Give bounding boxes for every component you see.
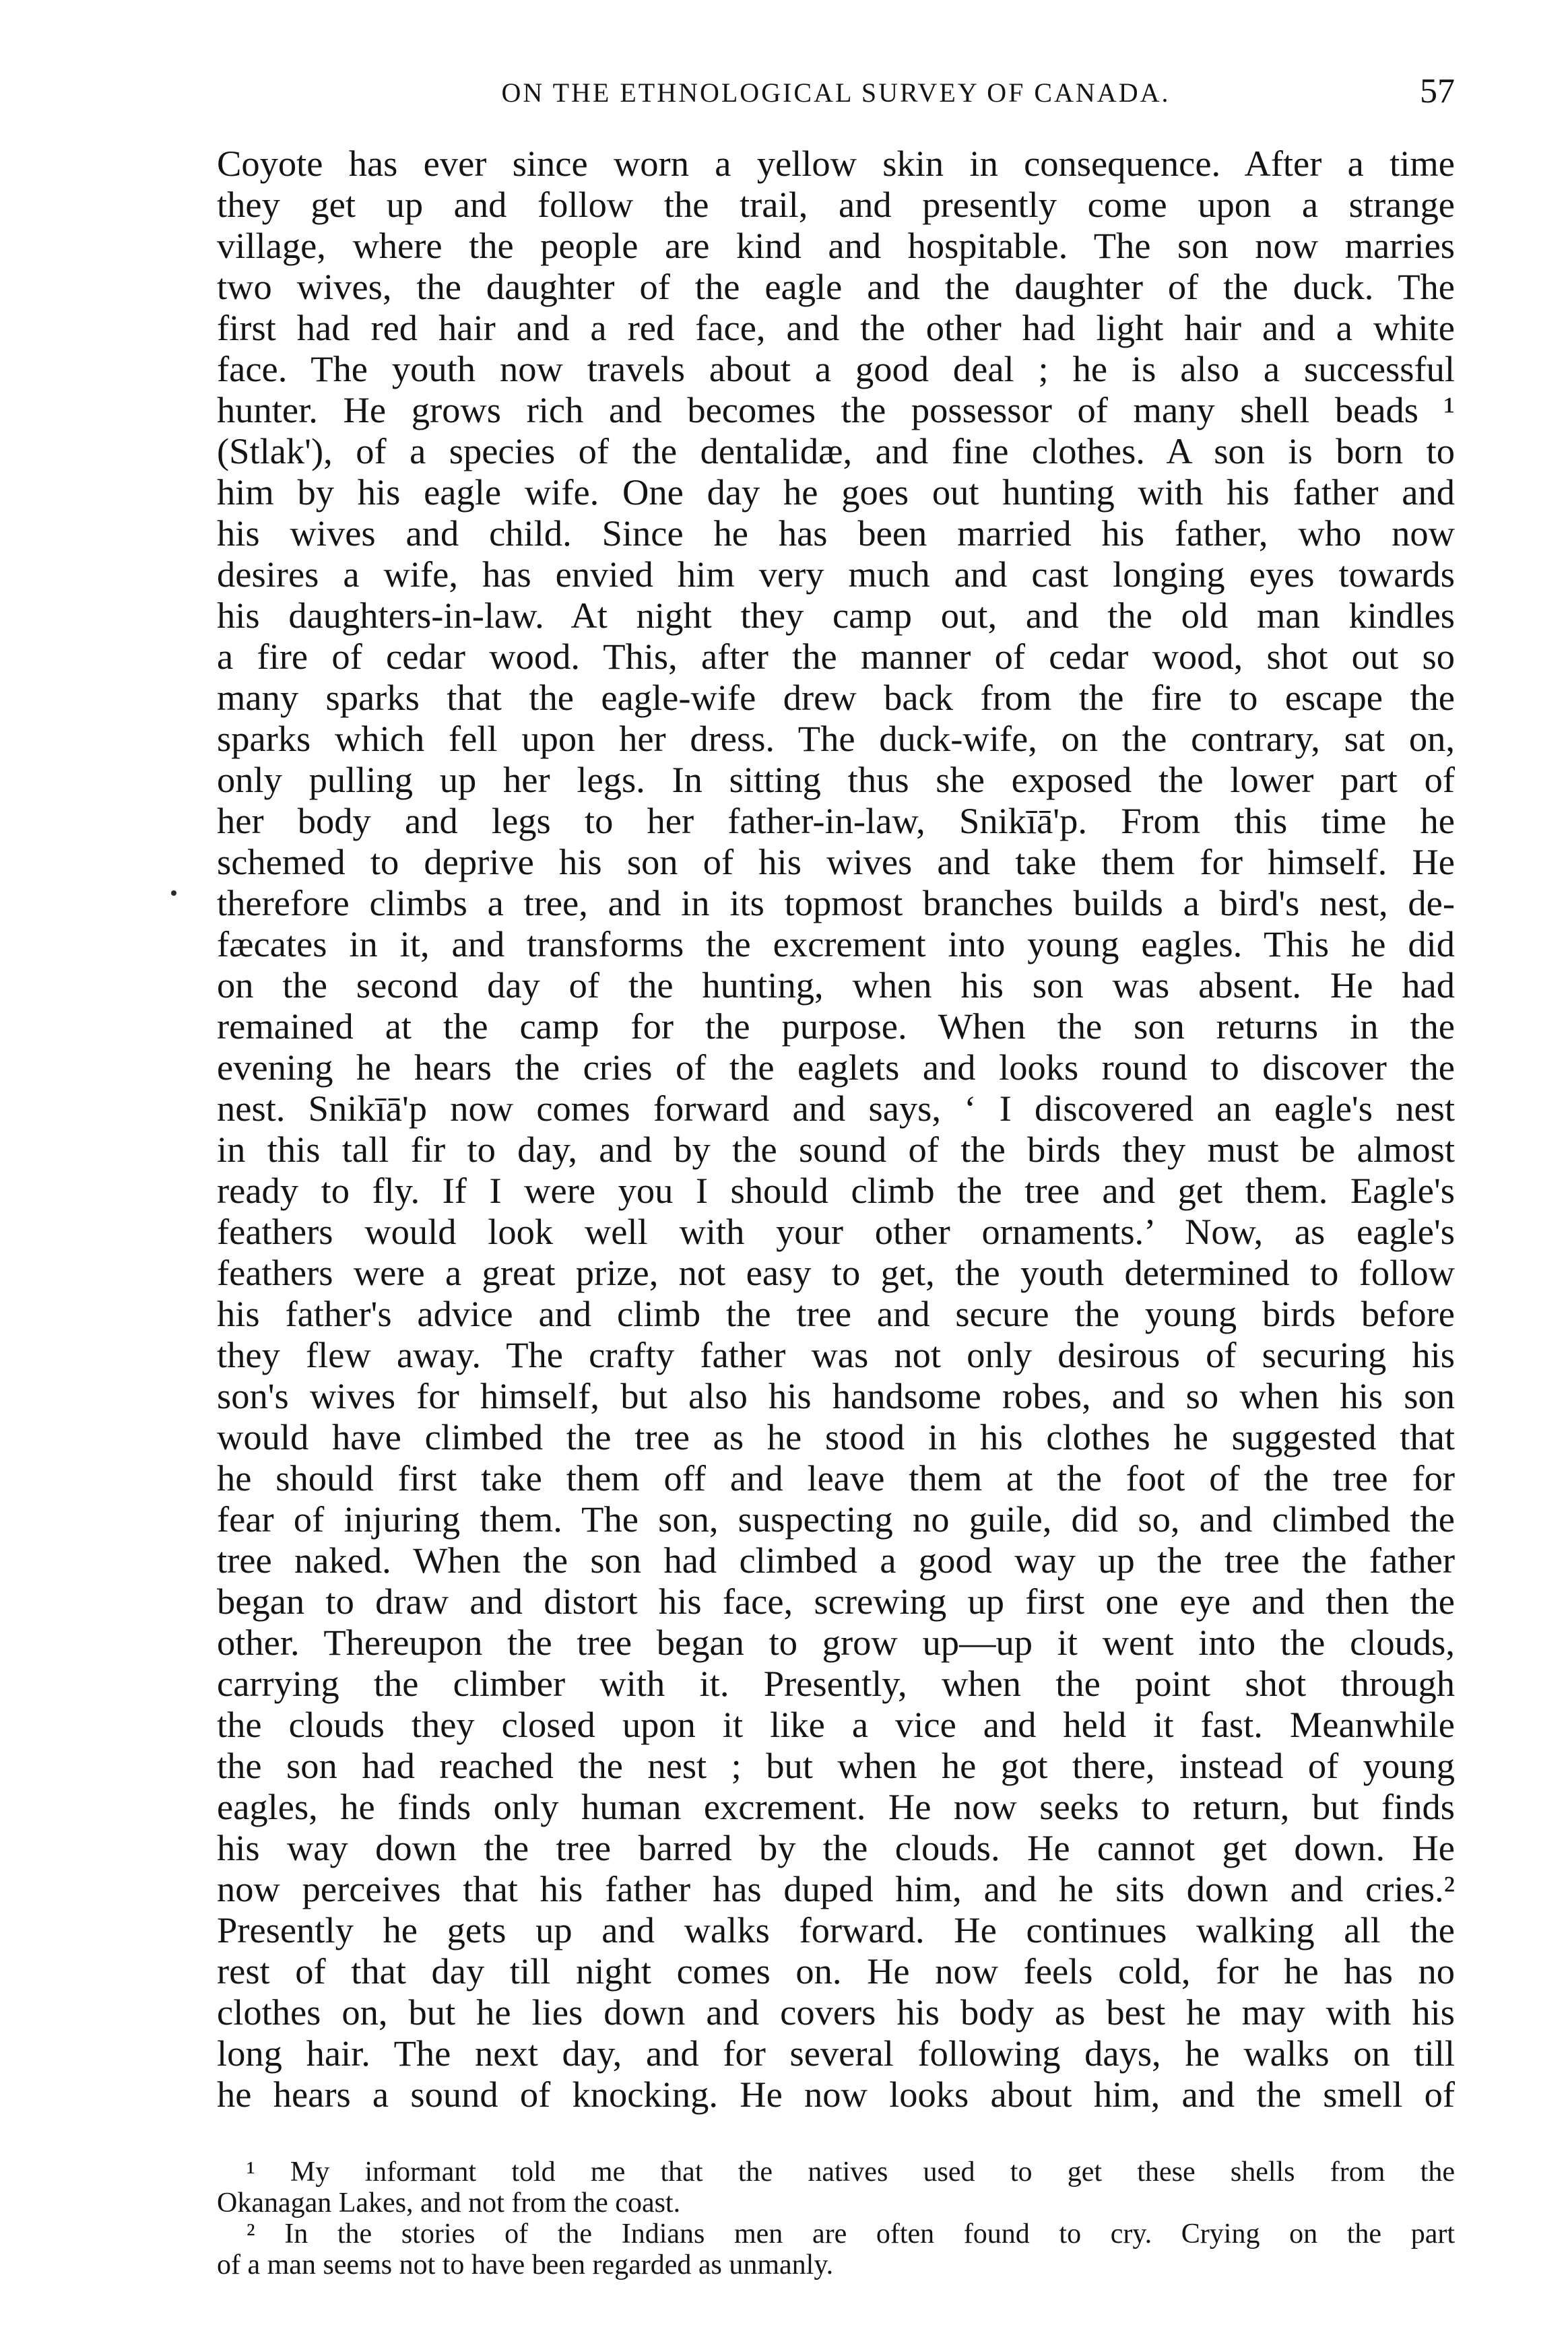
running-title: ON THE ETHNOLOGICAL SURVEY OF CANADA. [501,77,1171,108]
body-line: face. The youth now travels about a good deal ; he is also a successful [217,348,1455,389]
body-line: only pulling up her legs. In sitting thus she exposed the lower part of [217,759,1455,800]
body-line: the son had reached the nest ; but when he got there, instead of young [217,1745,1455,1786]
body-line: (Stlak'), of a species of the dentalidæ, and fine clothes. A son is born to [217,430,1455,471]
body-line: sparks which fell upon her dress. The duck-wife, on the contrary, sat on, [217,718,1455,759]
footnotes [217,2157,1455,2280]
body-line: him by his eagle wife. One day he goes out hunting with his father and [217,471,1455,513]
body-line: nest. Snikīā'p now comes forward and says, ‘ I discovered an eagle's nest [217,1088,1455,1129]
body-line: a fire of cedar wood. This, after the manner of cedar wood, shot out so [217,636,1455,677]
body-line: tree naked. When the son had climbed a good way up the tree the father [217,1540,1455,1581]
body-line: evening he hears the cries of the eaglets and looks round to discover the [217,1047,1455,1088]
margin-mark [171,890,176,896]
footnote-1-line: Okanagan Lakes, and not from the coast. [217,2188,681,2219]
body-line: Coyote has ever since worn a yellow skin in consequence. After a time [217,143,1455,184]
body-line: village, where the people are kind and hospitable. The son now marries [217,225,1455,266]
footnote-2-line: ² In the stories of the Indians men are often found to cry. Crying on the part [247,2219,1455,2249]
body-line: now perceives that his father has duped him, and he sits down and cries.² [217,1868,1455,1909]
body-line: the clouds they closed upon it like a vice and held it fast. Meanwhile [217,1704,1455,1745]
body-line: desires a wife, has envied him very much and cast longing eyes towards [217,554,1455,595]
running-head [217,71,1455,119]
body-line: schemed to deprive his son of his wives and take them for himself. He [217,841,1455,882]
body-line: first had red hair and a red face, and the other had light hair and a white [217,307,1455,348]
body-line: son's wives for himself, but also his handsome robes, and so when his son [217,1375,1455,1416]
body-line: feathers would look well with your other ornaments.’ Now, as eagle's [217,1211,1455,1252]
body-line: Presently he gets up and walks forward. He continues walking all the [217,1909,1455,1950]
body-line: her body and legs to her father-in-law, Snikīā'p. From this time he [217,800,1455,841]
footnote-2-line: of a man seems not to have been regarded as unmanly. [217,2249,834,2280]
body-line: they get up and follow the trail, and presently come upon a strange [217,184,1455,225]
body-line: they flew away. The crafty father was not only desirous of securing his [217,1334,1455,1375]
body-line: feathers were a great prize, not easy to get, the youth determined to follow [217,1252,1455,1293]
body-line: he hears a sound of knocking. He now looks about him, and the smell of [217,2074,1455,2115]
body-line: would have climbed the tree as he stood in his clothes he suggested that [217,1416,1455,1457]
body-line: eagles, he finds only human excrement. He now seeks to return, but finds [217,1786,1455,1827]
body-line: remained at the camp for the purpose. When the son returns in the [217,1006,1455,1047]
body-line: in this tall fir to day, and by the sound of the birds they must be almost [217,1129,1455,1170]
body-line: his wives and child. Since he has been married his father, who now [217,513,1455,554]
page-number: 57 [1420,72,1455,110]
body-line: his father's advice and climb the tree and secure the young birds before [217,1293,1455,1334]
body-line: fæcates in it, and transforms the excrement into young eagles. This he did [217,923,1455,964]
footnote-1-line: ¹ My informant told me that the natives used to get these shells from the [247,2157,1455,2188]
body-line: his way down the tree barred by the clouds. He cannot get down. He [217,1827,1455,1868]
body-line: fear of injuring them. The son, suspecting no guile, did so, and climbed the [217,1499,1455,1540]
body-line: many sparks that the eagle-wife drew back from the fire to escape the [217,677,1455,718]
body-line: carrying the climber with it. Presently, when the point shot through [217,1663,1455,1704]
body-line: long hair. The next day, and for several following days, he walks on till [217,2033,1455,2074]
body-line: on the second day of the hunting, when his son was absent. He had [217,964,1455,1006]
body-line: two wives, the daughter of the eagle and the daughter of the duck. The [217,266,1455,307]
body-text [217,143,1455,2115]
body-line: other. Thereupon the tree began to grow up—up it went into the clouds, [217,1622,1455,1663]
body-line: ready to fly. If I were you I should climb the tree and get them. Eagle's [217,1170,1455,1211]
body-line: clothes on, but he lies down and covers his body as best he may with his [217,1992,1455,2033]
body-line: rest of that day till night comes on. He now feels cold, for he has no [217,1950,1455,1992]
body-line: his daughters-in-law. At night they camp out, and the old man kindles [217,595,1455,636]
body-line: he should first take them off and leave them at the foot of the tree for [217,1457,1455,1499]
body-line: hunter. He grows rich and becomes the possessor of many shell beads ¹ [217,389,1455,430]
body-line: began to draw and distort his face, screwing up first one eye and then the [217,1581,1455,1622]
body-line: therefore climbs a tree, and in its topmost branches builds a bird's nest, de- [217,882,1455,923]
